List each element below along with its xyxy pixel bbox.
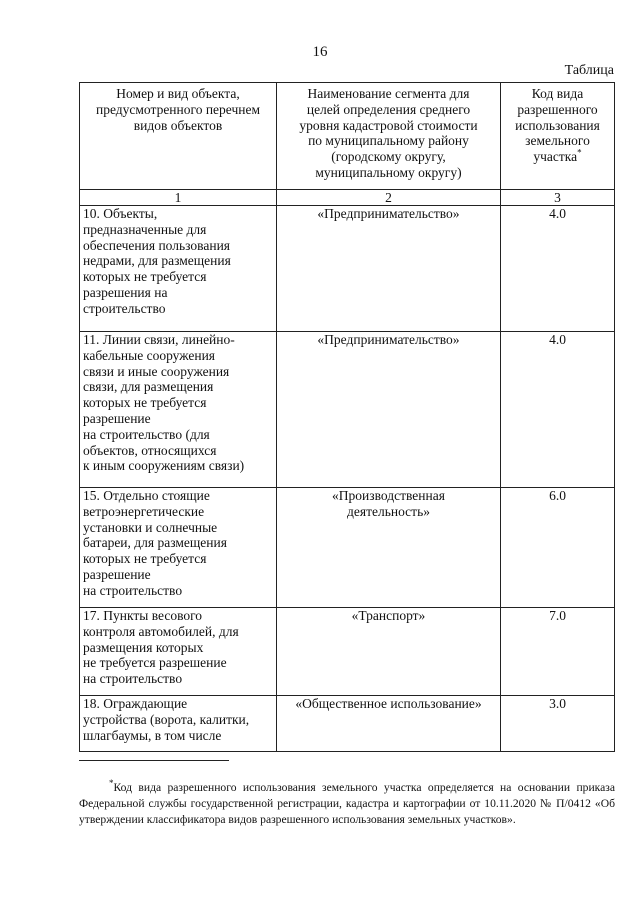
footnote-divider bbox=[79, 760, 229, 761]
code-cell: 3.0 bbox=[501, 696, 615, 752]
table-row bbox=[80, 332, 615, 488]
object-type-cell: 11. Линии связи, линейно- кабельные сооружения связи и иные сооружения связи, для размещения которых не требуется разрешение на строительство (для объектов, относящихся к иным сооружениям связи) bbox=[80, 332, 277, 488]
object-type-cell: 15. Отдельно стоящие ветроэнергетические установки и солнечные батареи, для размещения которых не требуется разрешение на строительство bbox=[80, 488, 277, 608]
segment-cell: «Общественное использование» bbox=[277, 696, 501, 752]
code-cell: 4.0 bbox=[501, 332, 615, 488]
code-cell: 6.0 bbox=[501, 488, 615, 608]
object-type-cell: 10. Объекты, предназначенные для обеспечения пользования недрами, для размещения которых не требуется разрешения на строительство bbox=[80, 206, 277, 332]
segment-cell: «Транспорт» bbox=[277, 608, 501, 696]
object-type-cell: 17. Пункты весового контроля автомобилей, для размещения которых не требуется разрешение на строительство bbox=[80, 608, 277, 696]
table-row bbox=[80, 206, 615, 332]
segment-cell: «Производственная деятельность» bbox=[277, 488, 501, 608]
header-land-use-code bbox=[501, 83, 615, 190]
header-land-use-code-text: Код вида разрешенного использования земельного участка bbox=[515, 86, 600, 165]
footnote-text: Код вида разрешенного использования земельного участка определяется на основании приказа Федеральной службы государственной регистрации, кадастра и картографии от 10.11.2020 № П/0412 «Об утверждении классификатора видов разрешенного использования земельных участков». bbox=[79, 781, 615, 826]
column-number-1: 1 bbox=[80, 190, 277, 206]
table-row bbox=[80, 488, 615, 608]
footnote-mark: * bbox=[109, 778, 114, 789]
land-use-table bbox=[79, 82, 615, 752]
table-row bbox=[80, 608, 615, 696]
table-row bbox=[80, 696, 615, 752]
column-number-3: 3 bbox=[501, 190, 615, 206]
column-number-2: 2 bbox=[277, 190, 501, 206]
object-type-cell: 18. Ограждающие устройства (ворота, калитки, шлагбаумы, в том числе bbox=[80, 696, 277, 752]
header-segment-name: Наименование сегмента для целей определения среднего уровня кадастровой стоимости по муниципальному району (городскому округу, муниципальному округу) bbox=[277, 83, 501, 190]
segment-cell: «Предпринимательство» bbox=[277, 206, 501, 332]
table-caption: Таблица bbox=[564, 63, 614, 78]
segment-cell: «Предпринимательство» bbox=[277, 332, 501, 488]
header-footnote-mark: * bbox=[577, 147, 582, 158]
code-cell: 7.0 bbox=[501, 608, 615, 696]
page-number: 16 bbox=[312, 44, 328, 60]
header-object-type: Номер и вид объекта, предусмотренного перечнем видов объектов bbox=[80, 83, 277, 190]
footnote bbox=[79, 780, 615, 828]
code-cell: 4.0 bbox=[501, 206, 615, 332]
